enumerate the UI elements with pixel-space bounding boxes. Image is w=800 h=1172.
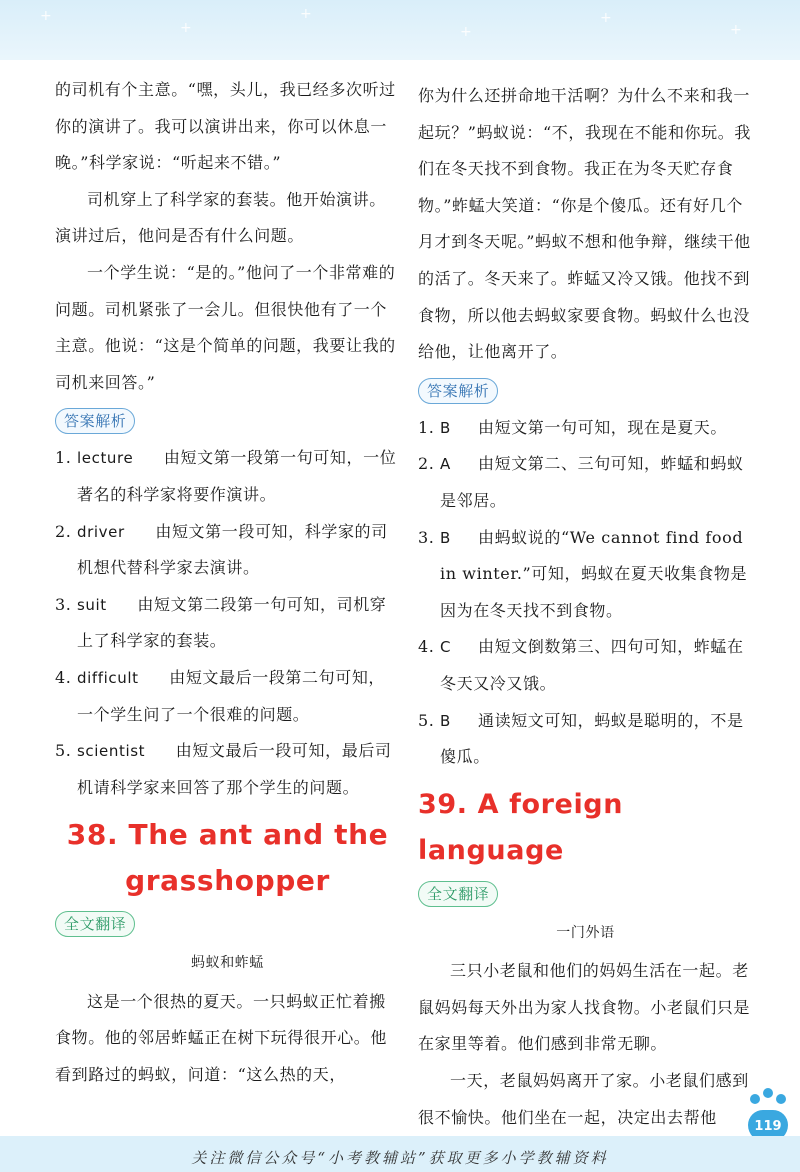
answer-item — [55, 587, 400, 660]
answer-number: 4. — [55, 667, 72, 687]
answer-key: scientist — [77, 742, 146, 761]
answer-item — [418, 520, 753, 630]
plus-decoration: + — [300, 6, 312, 22]
full-translation-badge: 全文翻译 — [418, 881, 498, 907]
answer-explanation: 由短文第二、三句可知，蚱蜢和蚂蚁是邻居。 — [440, 454, 744, 510]
plus-decoration: + — [40, 8, 52, 24]
paragraph: 司机穿上了科学家的套装。他开始演讲。演讲过后，他问是否有什么问题。 — [55, 189, 386, 246]
answer-item — [55, 660, 400, 733]
answer-number: 3. — [418, 527, 435, 547]
answer-key: B — [440, 528, 451, 547]
paragraph: 的司机有个主意。“嘿，头儿，我已经多次听过你的演讲了。我可以演讲出来，你可以休息一晚。”科学家说：“听起来不错。” — [55, 80, 396, 173]
answer-item — [418, 703, 753, 776]
answer-number: 2. — [55, 521, 72, 541]
answer-item — [55, 514, 400, 587]
paragraph: 你为什么还拼命地干活啊？为什么不来和我一起玩？”蚂蚁说：“不，我现在不能和你玩。我们在冬天找不到食物。我正在为冬天贮存食物。”蚱蜢大笑道：“你是个傻瓜。还有好几个月才到冬天呢。”蚂蚁不想和他争辩，继续干他的活了。冬天来了。蚱蜢又冷又饿。他找不到食物，所以他去蚂蚁家要食物。蚂蚁什么也没给他，让他离开了。 — [418, 86, 751, 362]
answer-item — [55, 440, 400, 513]
top-decorative-band — [0, 0, 800, 60]
answer-key: suit — [77, 595, 107, 614]
paw-toe-icon — [776, 1094, 786, 1104]
section-title-38: 38. The ant and the grasshopper — [66, 818, 389, 898]
answer-number: 3. — [55, 594, 72, 614]
paragraph: 这是一个很热的夏天。一只蚂蚁正忙着搬食物。他的邻居蚱蜢正在树下玩得很开心。他看到路过的蚂蚁，问道：“这么热的天， — [55, 991, 388, 1085]
paragraph: 三只小老鼠和他们的妈妈生活在一起。老鼠妈妈每天外出为家人找食物。小老鼠们只是在家里等着。他们感到非常无聊。 — [418, 961, 751, 1054]
answer-explanation: 由短文第一句可知，现在是夏天。 — [478, 417, 728, 437]
answer-item — [418, 629, 753, 702]
answer-number: 1. — [55, 448, 72, 468]
answer-explanation: 由短文最后一段第二句可知，一个学生问了一个很难的问题。 — [77, 667, 386, 724]
answer-number: 2. — [418, 454, 435, 474]
answer-analysis-badge: 答案解析 — [418, 378, 498, 404]
translation-title: 蚂蚁和蚱蜢 — [191, 955, 264, 972]
answer-item — [418, 410, 753, 447]
plus-decoration: + — [600, 10, 612, 26]
answer-item — [55, 733, 400, 806]
right-column — [418, 78, 753, 1136]
left-column — [55, 72, 400, 1094]
answer-explanation: 由短文第二段第一句可知，司机穿上了科学家的套装。 — [77, 594, 387, 651]
section-title-39: 39. A foreign language — [418, 788, 624, 866]
plus-decoration: + — [460, 24, 472, 40]
full-translation-badge: 全文翻译 — [55, 911, 135, 937]
answer-analysis-badge: 答案解析 — [55, 408, 135, 434]
paw-toe-icon — [763, 1088, 773, 1098]
answer-key: A — [440, 455, 451, 474]
plus-decoration: + — [730, 22, 742, 38]
paragraph: 一天，老鼠妈妈离开了家。小老鼠们感到很不愉快。他们坐在一起，决定出去帮他 — [418, 1071, 749, 1127]
answer-item — [418, 446, 753, 519]
answer-key: lecture — [77, 449, 134, 468]
plus-decoration: + — [180, 20, 192, 36]
paw-toe-icon — [750, 1094, 760, 1104]
answer-key: driver — [77, 522, 125, 541]
answer-key: B — [440, 711, 451, 730]
answer-explanation: 通读短文可知，蚂蚁是聪明的，不是傻瓜。 — [440, 710, 744, 767]
answer-explanation: 由蚂蚁说的“We cannot find food in winter.”可知，蚂蚁在夏天收集食物是因为在冬天找不到食物。 — [440, 527, 748, 620]
answer-explanation: 由短文倒数第三、四句可知，蚱蜢在冬天又冷又饿。 — [440, 637, 744, 693]
answer-explanation: 由短文第一段第一句可知，一位著名的科学家将要作演讲。 — [77, 448, 397, 504]
paragraph: 一个学生说：“是的。”他问了一个非常难的问题。司机紧张了一会儿。但很快他有了一个主意。他说：“这是个简单的问题，我要让我的司机来回答。” — [55, 262, 396, 392]
answer-explanation: 由短文第一段可知，科学家的司机想代替科学家去演讲。 — [77, 521, 388, 578]
answer-number: 1. — [418, 417, 435, 437]
answer-number: 5. — [55, 741, 72, 761]
translation-title: 一门外语 — [556, 924, 615, 941]
answer-number: 5. — [418, 710, 435, 730]
answer-number: 4. — [418, 637, 435, 657]
answer-explanation: 由短文最后一段可知，最后司机请科学家来回答了那个学生的问题。 — [77, 741, 392, 797]
footer-watermark: 关注微信公众号“小考教辅站”获取更多小学教辅资料 — [191, 1149, 609, 1167]
answer-key: C — [440, 638, 452, 657]
answer-key: B — [440, 418, 451, 437]
page-number: 119 — [748, 1110, 788, 1142]
answer-key: difficult — [77, 668, 139, 687]
